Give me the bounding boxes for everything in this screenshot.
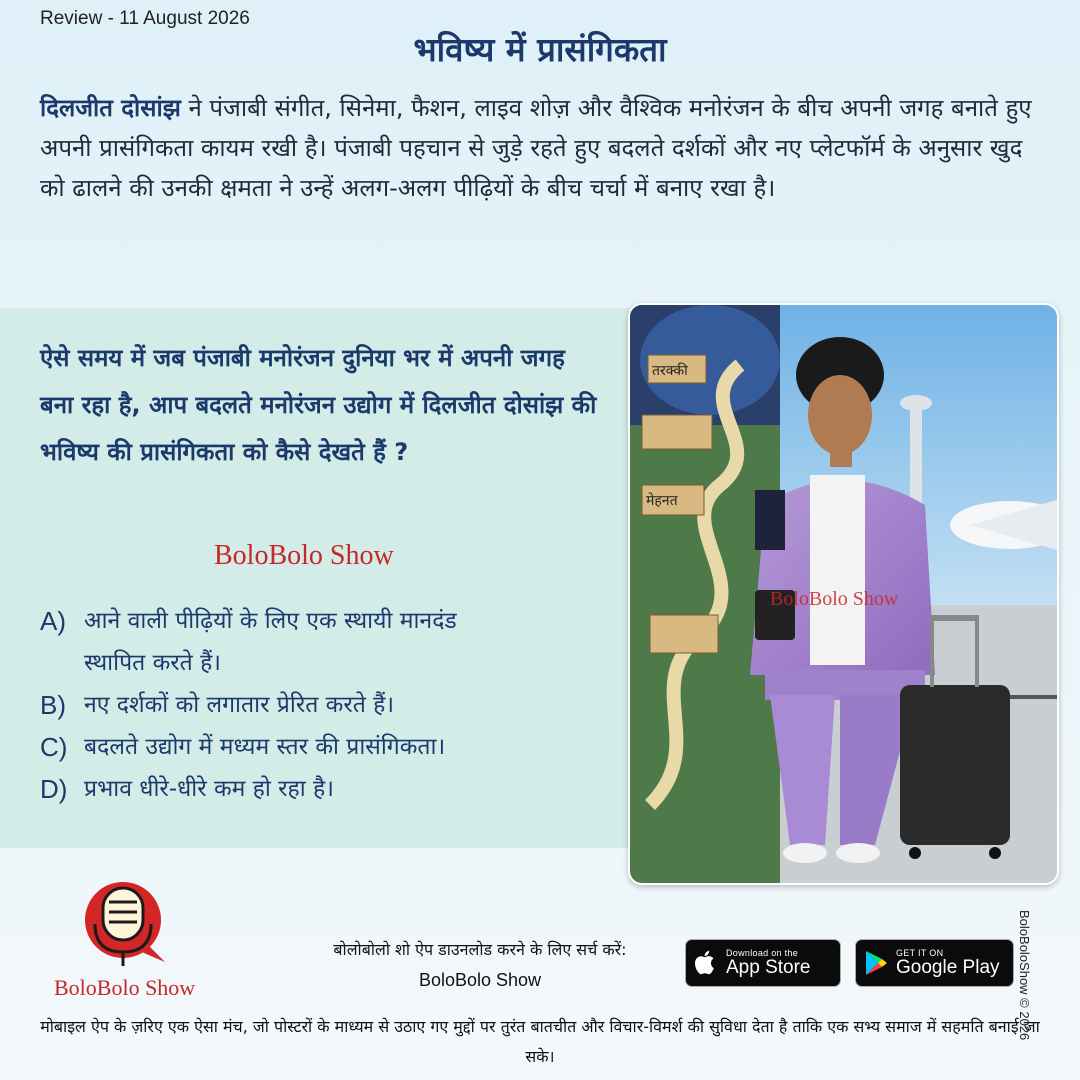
- option-c[interactable]: [40, 726, 640, 768]
- option-text: नए दर्शकों को लगातार प्रेरित करते हैं।: [84, 692, 395, 718]
- option-letter: C): [40, 732, 68, 762]
- app-store-button[interactable]: [685, 939, 841, 987]
- app-store-big: App Store: [726, 957, 811, 978]
- review-date: Review - 11 August 2026: [40, 8, 250, 29]
- google-play-button[interactable]: [855, 939, 1014, 987]
- option-letter: B): [40, 690, 66, 720]
- illustration-svg: [630, 305, 1057, 883]
- sign-hardwork: मेहनत: [646, 493, 678, 509]
- download-text: बोलोबोलो शो ऐप डाउनलोड करने के लिए सर्च करें:: [333, 940, 627, 959]
- podcast-mic-logo: [55, 880, 215, 980]
- apple-icon: [686, 949, 726, 977]
- page-title: भविष्य में प्रासंगिकता: [413, 30, 667, 69]
- sign-progress: तरक्की: [652, 363, 688, 379]
- logo-name: BoloBolo Show: [54, 975, 196, 1000]
- option-text: आने वाली पीढ़ियों के लिए एक स्थायी मानदंड स्थापित करते हैं।: [84, 608, 457, 676]
- options-list: [40, 600, 640, 810]
- option-d[interactable]: [40, 768, 640, 810]
- copyright-notice: BoloBoloShow © 2026: [1017, 910, 1032, 1041]
- intro-name: दिलजीत दोसांझ: [40, 94, 181, 122]
- option-text: बदलते उद्योग में मध्यम स्तर की प्रासंगिकता।: [84, 734, 446, 760]
- google-play-icon: [856, 950, 896, 976]
- intro-text: ने पंजाबी संगीत, सिनेमा, फैशन, लाइव शोज़ और वैश्विक मनोरंजन के बीच अपनी जगह बनाते हुए अपनी प्रासंगिकता कायम रखी है। पंजाबी पहचान से जुड़े रहते हुए बदलते दर्शकों और नए प्लेटफॉर्म के अनुसार खुद को ढालने की उनकी क्षमता ने उन्हें अलग-अलग पीढ़ियों के बीच चर्चा में बनाए रखा है।: [40, 94, 1032, 202]
- intro-paragraph: [40, 88, 1050, 208]
- app-store-small: Download on the: [726, 948, 799, 958]
- google-play-big: Google Play: [896, 957, 1000, 978]
- option-letter: A): [40, 606, 66, 636]
- footer-tagline: मोबाइल ऐप के ज़रिए एक ऐसा मंच, जो पोस्टरों के माध्यम से उठाए गए मुद्दों पर तुरंत बातचीत और विचार-विमर्श की सुविधा देता है ताकि एक सभ्य समाज में सहमति बनाई जा सके।: [40, 1017, 1040, 1066]
- option-a[interactable]: [40, 600, 640, 684]
- illustration-image: [628, 303, 1059, 885]
- option-b[interactable]: [40, 684, 640, 726]
- option-text: प्रभाव धीरे-धीरे कम हो रहा है।: [84, 776, 334, 802]
- brand-watermark: BoloBolo Show: [214, 540, 394, 571]
- download-instructions: [290, 935, 670, 995]
- app-name: BoloBolo Show: [418, 970, 542, 990]
- google-play-small: GET IT ON: [896, 948, 944, 958]
- question-text: ऐसे समय में जब पंजाबी मनोरंजन दुनिया भर में अपनी जगह बना रहा है, आप बदलते मनोरंजन उद्योग में दिलजीत दोसांझ की भविष्य की प्रासंगिकता को कैसे देखते हैं ?: [40, 344, 597, 466]
- option-letter: D): [40, 774, 68, 804]
- image-watermark: BoloBolo Show: [770, 588, 899, 610]
